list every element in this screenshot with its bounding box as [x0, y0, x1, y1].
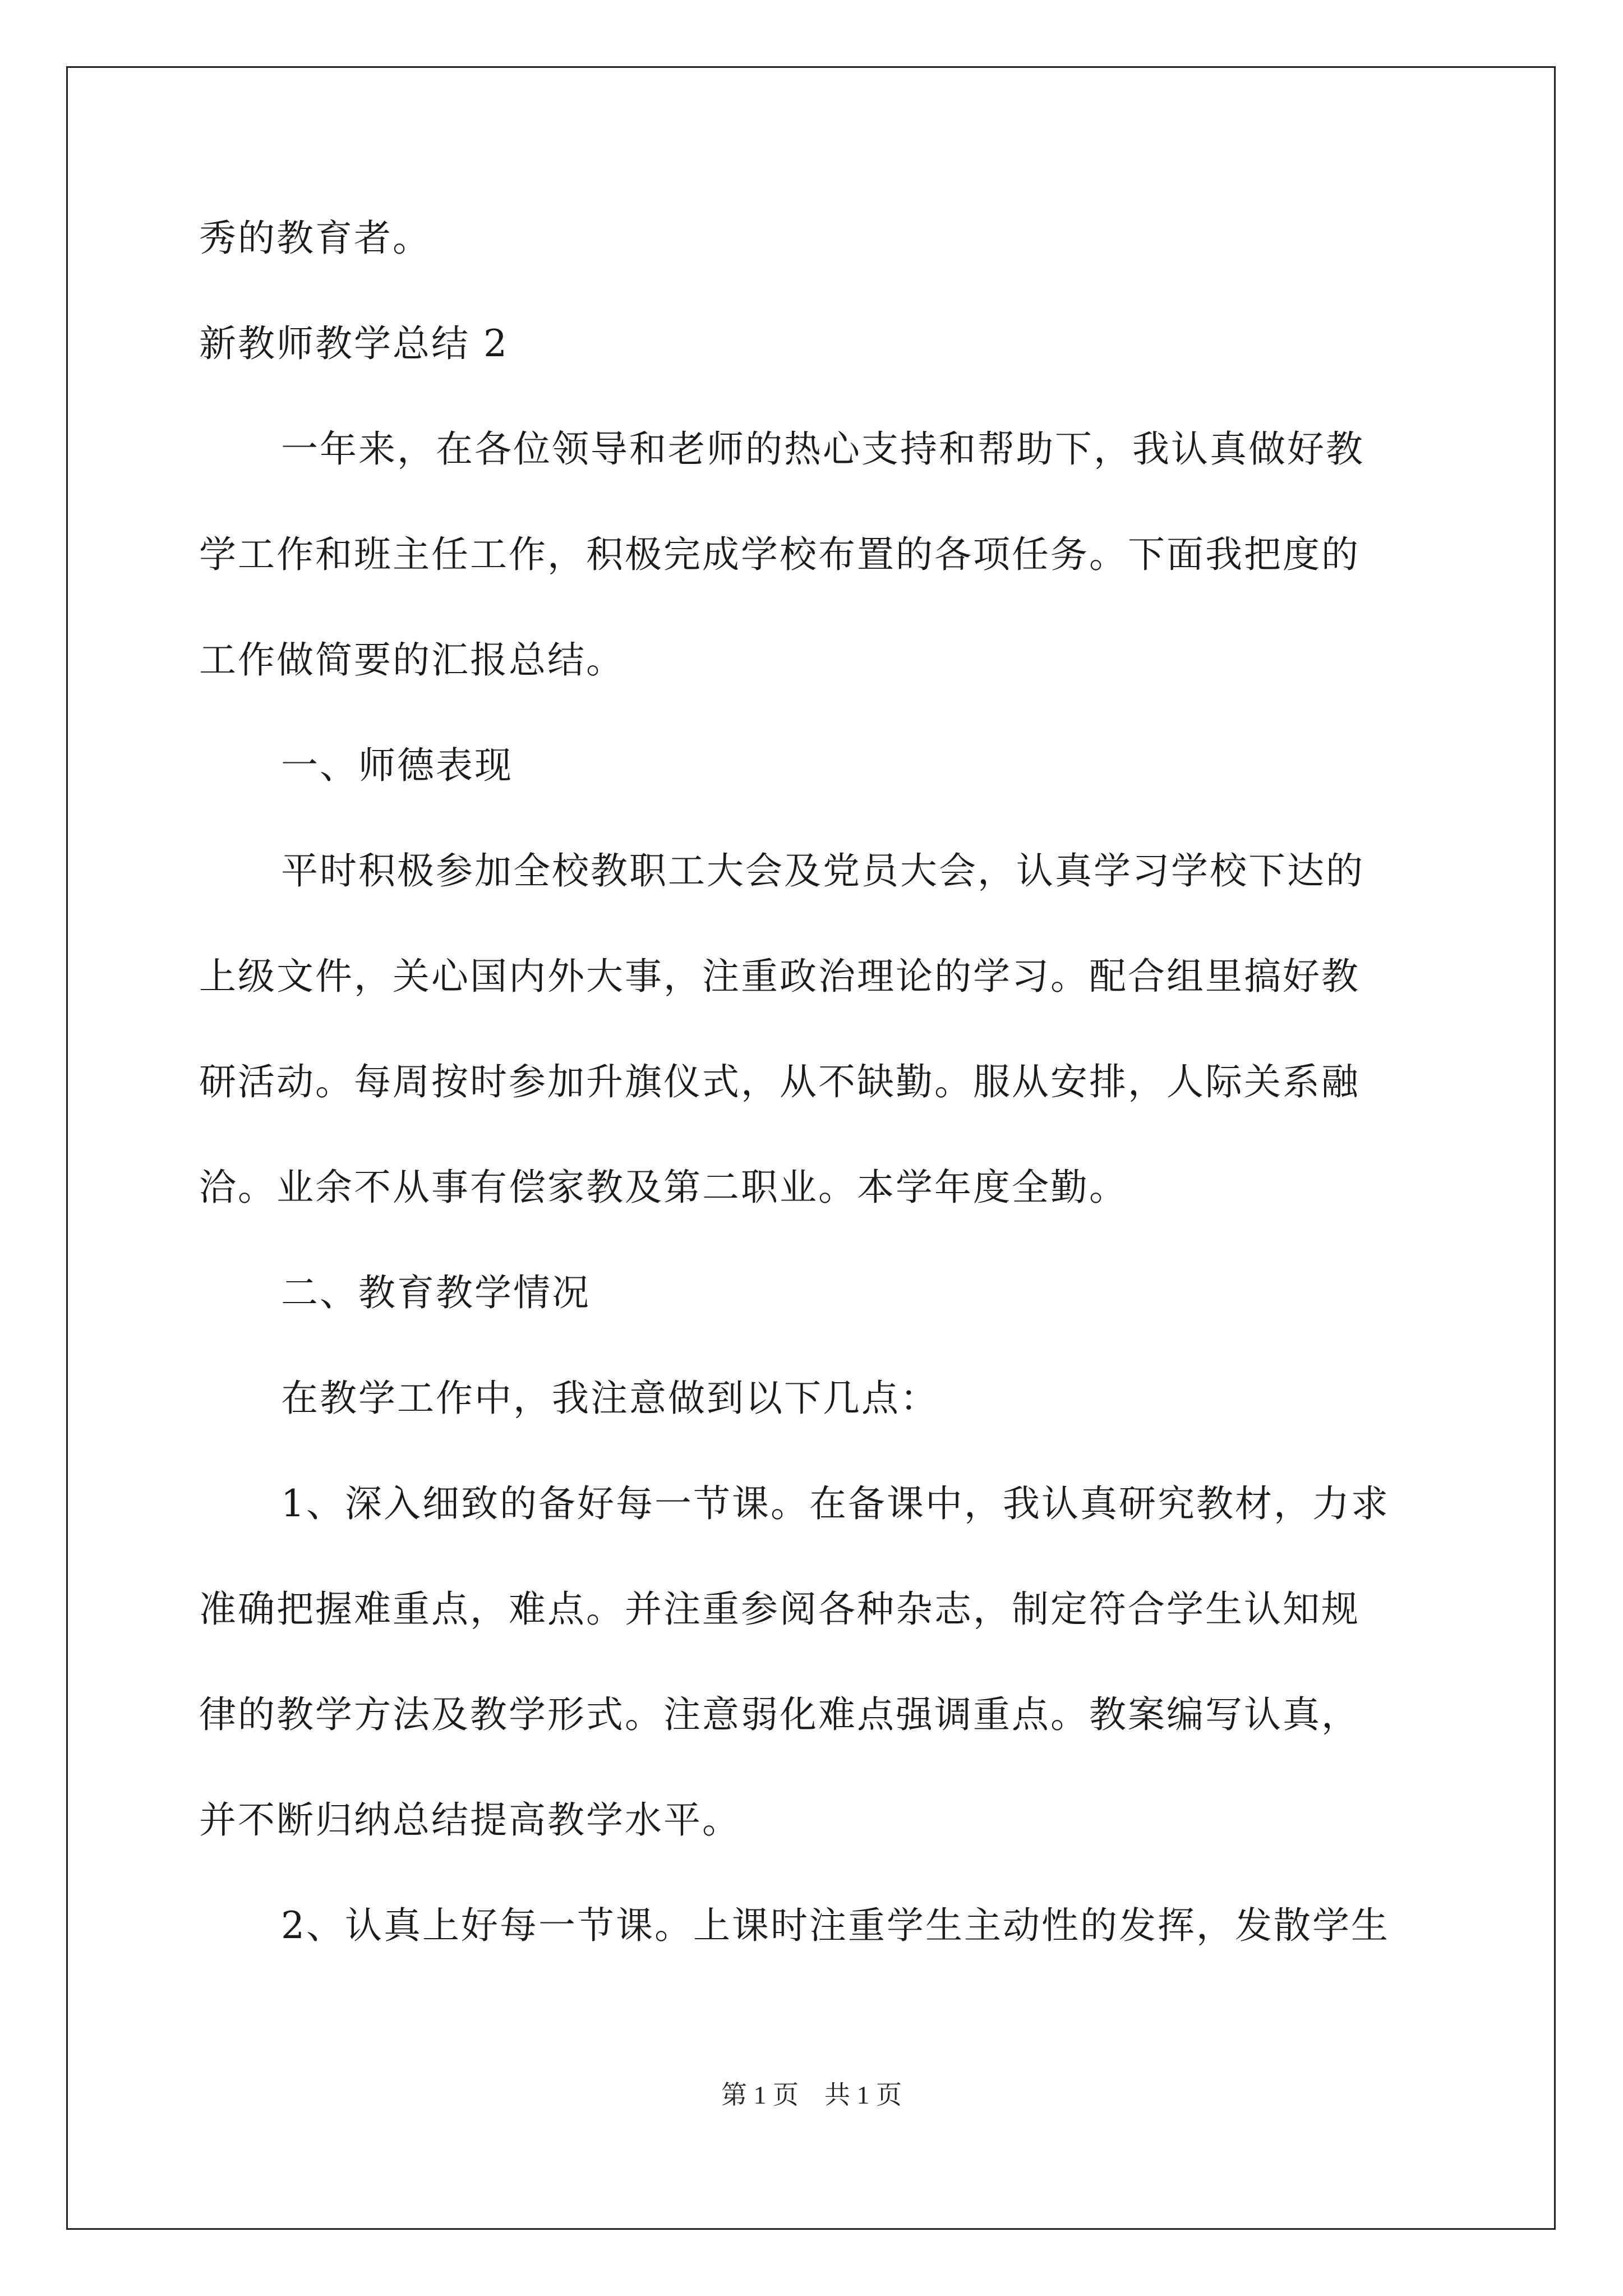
section-heading: 新教师教学总结 2	[199, 322, 509, 365]
document-body	[199, 213, 1427, 2006]
text-line-16: 并不断归纳总结提高教学水平。	[199, 1798, 741, 1842]
text-line-10: 洽。业余不从事有偿家教及第二职业。本学年度全勤。	[199, 1166, 1128, 1209]
text-line-9: 研活动。每周按时参加升旗仪式，从不缺勤。服从安排，人际关系融	[199, 1060, 1360, 1103]
subheading-shide: 一、师德表现	[281, 744, 513, 787]
text-line-13: 1、深入细致的备好每一节课。在备课中，我认真研究教材，力求	[281, 1482, 1390, 1525]
text-line-15: 律的教学方法及教学形式。注意弱化难点强调重点。教案编写认真，	[199, 1693, 1360, 1736]
text-line-8: 上级文件，关心国内外大事，注重政治理论的学习。配合组里搞好教	[199, 955, 1360, 998]
text-line-7: 平时积极参加全校教职工大会及党员大会，认真学习学校下达的	[281, 849, 1364, 892]
text-line-14: 准确把握难重点，难点。并注重参阅各种杂志，制定符合学生认知规	[199, 1588, 1360, 1631]
text-line-5: 工作做简要的汇报总结。	[199, 638, 625, 682]
page-footer: 第 1 页 共 1 页	[721, 2081, 902, 2109]
text-line-17: 2、认真上好每一节课。上课时注重学生主动性的发挥，发散学生	[281, 1904, 1390, 1947]
text-line-12: 在教学工作中，我注意做到以下几点：	[281, 1377, 939, 1420]
text-line-3: 一年来，在各位领导和老师的热心支持和帮助下，我认真做好教	[281, 427, 1364, 471]
subheading-jiaoyu: 二、教育教学情况	[281, 1271, 591, 1314]
text-line-1: 秀的教育者。	[199, 217, 431, 260]
text-line-4: 学工作和班主任工作，积极完成学校布置的各项任务。下面我把度的	[199, 533, 1360, 576]
